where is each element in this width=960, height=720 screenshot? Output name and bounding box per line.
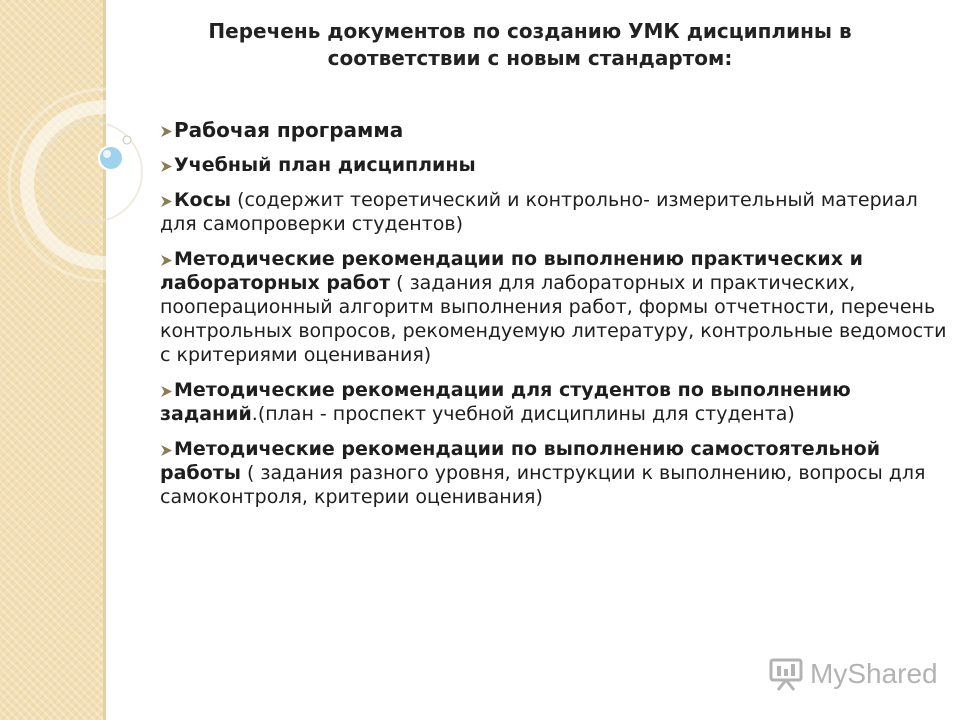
item-title: Рабочая программа	[174, 118, 404, 142]
item-desc: ( задания разного уровня, инструкции к выполнению, вопросы для самоконтроля, критерии оценивания)	[160, 462, 926, 508]
item-title: Методические рекомендации для студентов по выполнению заданий	[160, 379, 851, 425]
list-item	[160, 247, 950, 367]
arrow-bullet-icon	[161, 386, 172, 397]
title-line-2: соответствии с новым стандартом:	[327, 46, 733, 70]
item-title: Методические рекомендации по выполнению практических и лабораторных работ	[160, 248, 863, 294]
item-title: Косы	[174, 189, 232, 211]
item-title: Методические рекомендации по выполнению самостоятельной работы	[160, 438, 881, 484]
document-list	[160, 118, 950, 520]
item-title: Учебный план дисциплины	[174, 154, 476, 176]
watermark-logo	[768, 656, 938, 692]
arrow-bullet-icon	[161, 161, 172, 172]
small-bubble	[123, 136, 131, 144]
item-desc: ( задания для лабораторных и практических, пооперационный алгоритм выполнения работ, формы отчетности, перечень контрольных вопросов, рекомендуемую литературу, контрольные ведомости с критериями оценивания)	[160, 272, 947, 366]
arrow-bullet-icon	[161, 445, 172, 456]
item-desc: (содержит теоретический и контрольно- измерительный материал для самопроверки студентов)	[160, 189, 918, 235]
slide-title	[150, 18, 910, 72]
arrow-bullet-icon	[161, 255, 172, 266]
blue-bubble	[99, 146, 123, 170]
item-desc: .(план - проспект учебной дисциплины для студента)	[251, 403, 795, 425]
arrow-bullet-icon	[161, 196, 172, 207]
list-item	[160, 153, 950, 177]
watermark-text: MyShared	[810, 658, 938, 689]
list-item	[160, 118, 950, 143]
list-item	[160, 437, 950, 509]
list-item	[160, 188, 950, 236]
bubble-highlight	[103, 150, 111, 158]
title-line-1: Перечень документов по созданию УМК дисциплины в	[208, 19, 852, 43]
arrow-bullet-icon	[161, 126, 172, 137]
list-item	[160, 378, 950, 426]
presentation-board-icon	[768, 657, 804, 691]
